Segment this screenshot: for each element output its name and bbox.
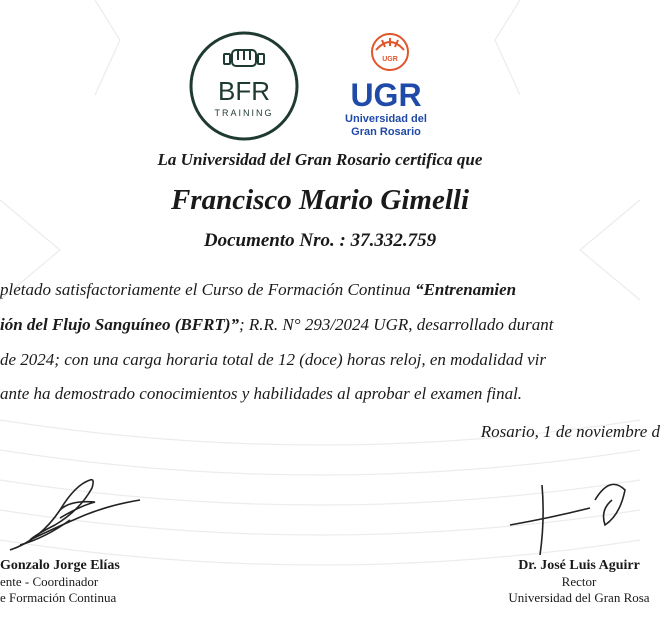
ugr-badge-text: UGR xyxy=(382,56,398,63)
document-number: Documento Nro. : 37.332.759 xyxy=(203,230,437,251)
left-signer-name: Gonzalo Jorge Elías xyxy=(0,558,120,573)
ugr-sun-emblem xyxy=(372,34,408,70)
right-signature xyxy=(500,470,640,560)
right-signer-dept: Universidad del Gran Rosa xyxy=(508,590,650,605)
body-line-2-text: ; R.R. N° 293/2024 UGR, desarrollado durant xyxy=(239,315,554,334)
body-line-1 xyxy=(0,280,516,300)
certify-line: La Universidad del Gran Rosario certifica que xyxy=(157,150,483,169)
left-signer-dept: e Formación Continua xyxy=(0,590,117,605)
right-signer-role: Rector xyxy=(561,574,597,589)
ugr-logo xyxy=(342,30,442,142)
body-line-2 xyxy=(0,315,554,335)
course-title-start: “Entrenamien xyxy=(415,280,517,299)
body-line-3: de 2024; con una carga horaria total de 12 (doce) horas reloj, en modalidad vir xyxy=(0,350,546,369)
ugr-main-text: UGR xyxy=(350,77,422,113)
left-signature-block xyxy=(0,558,120,606)
course-title-end: ión del Flujo Sanguíneo (BFRT)” xyxy=(0,315,239,334)
bfr-training-logo xyxy=(188,30,300,142)
date-line: Rosario, 1 de noviembre d xyxy=(480,422,660,441)
body-line-1-text: pletado satisfactoriamente el Curso de Formación Continua xyxy=(0,280,416,299)
left-signer-role: ente - Coordinador xyxy=(0,574,99,589)
bfr-sub-text: TRAINING xyxy=(214,108,274,118)
right-signature-block xyxy=(494,558,664,606)
left-signature xyxy=(0,470,160,560)
recipient-name: Francisco Mario Gimelli xyxy=(170,184,470,216)
bfr-main-text: BFR xyxy=(218,76,270,106)
ugr-line1-text: Universidad del xyxy=(345,113,427,125)
body-line-4: ante ha demostrado conocimientos y habilidades al aprobar el examen final. xyxy=(0,384,523,403)
right-signer-name: Dr. José Luis Aguirr xyxy=(518,558,640,573)
ugr-line2-text: Gran Rosario xyxy=(351,126,421,138)
